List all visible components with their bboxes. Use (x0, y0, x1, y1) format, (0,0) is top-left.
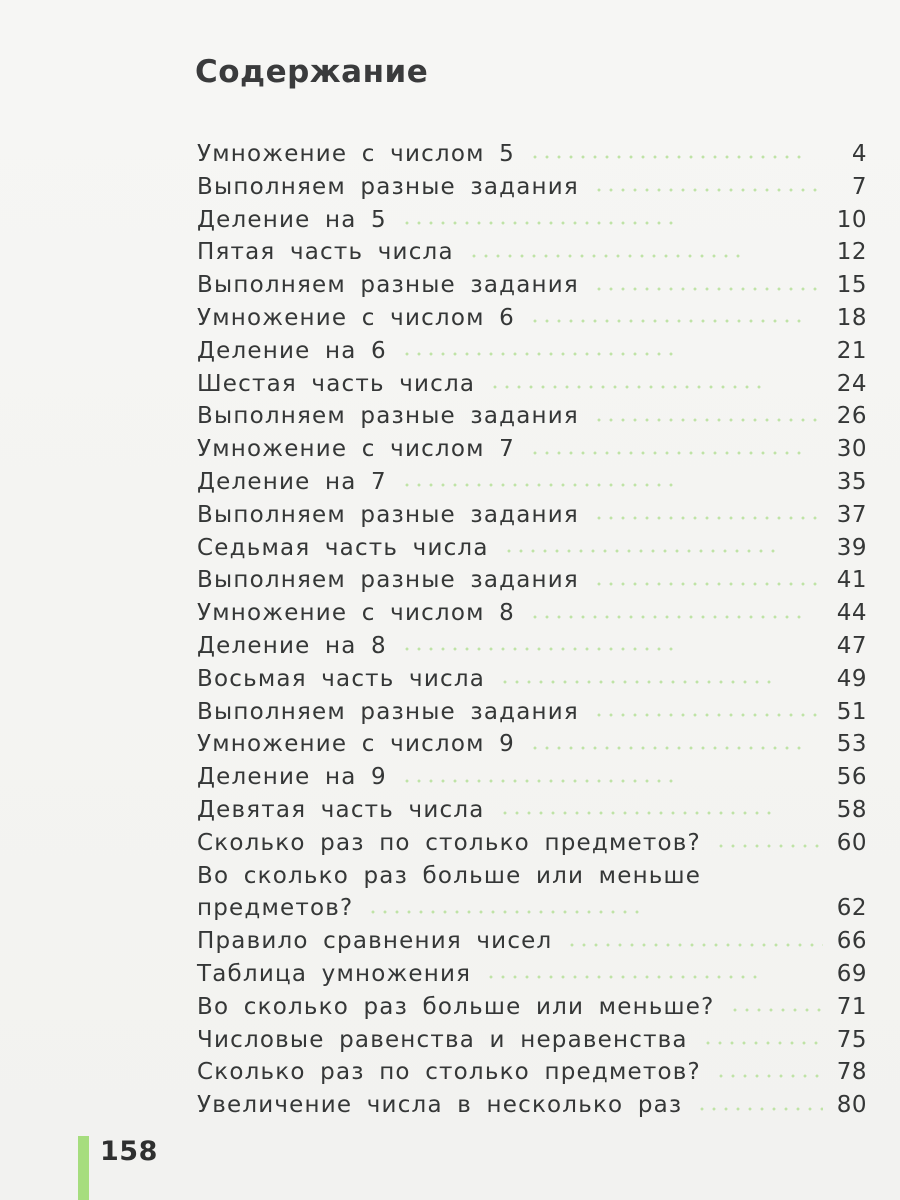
toc-entry-title: Сколько раз по столько предметов? (197, 829, 701, 856)
toc-entry-page: 66 (836, 928, 867, 955)
toc-entry-title: Деление на 7 (197, 468, 387, 495)
toc-entry-page: 51 (836, 698, 867, 725)
dot-leader (468, 251, 748, 261)
toc-entry-page: 41 (836, 567, 867, 594)
toc-entry-page: 7 (851, 173, 867, 200)
page-number: 158 (100, 1136, 158, 1167)
dot-leader (529, 152, 809, 162)
toc-entry (197, 597, 867, 630)
toc-entry-title: Деление на 6 (197, 337, 387, 364)
toc-entry-title: Восьмая часть числа (197, 665, 486, 692)
toc-entry-page: 49 (836, 665, 867, 692)
toc-entry-title: Умножение с числом 6 (197, 304, 515, 331)
toc-entry-page: 10 (836, 206, 867, 233)
page-number-accent-bar (78, 1136, 89, 1200)
toc-entry (197, 827, 867, 860)
toc-entry-page: 60 (836, 829, 867, 856)
toc-entry (197, 499, 867, 532)
toc-entry-page: 47 (836, 632, 867, 659)
toc-entry-title: Выполняем разные задания (197, 173, 579, 200)
toc-entry (197, 663, 867, 696)
toc-entry (197, 171, 867, 204)
toc-entry-page: 78 (836, 1059, 867, 1086)
toc-entry-page: 30 (836, 436, 867, 463)
dot-leader (702, 1038, 823, 1048)
toc-entry-page: 71 (836, 993, 867, 1020)
toc-entry-title: Выполняем разные задания (197, 567, 579, 594)
toc-entry (197, 728, 867, 761)
toc-entry (197, 368, 867, 401)
toc-entry (197, 1056, 867, 1089)
toc-entry (197, 236, 867, 269)
toc-entry-title: Таблица умножения (197, 960, 472, 987)
toc-entry-title: Деление на 8 (197, 632, 387, 659)
toc-entry (197, 1089, 867, 1122)
toc-entry-page: 24 (836, 370, 867, 397)
toc-entry-title: Деление на 5 (197, 206, 387, 233)
toc-entry (197, 630, 867, 663)
toc-entry (197, 204, 867, 237)
dot-leader (529, 316, 809, 326)
dot-leader (715, 841, 823, 851)
dot-leader (529, 612, 809, 622)
toc-entry-title: Сколько раз по столько предметов? (197, 1059, 701, 1086)
toc-entry-title: Выполняем разные задания (197, 698, 579, 725)
dot-leader (529, 743, 809, 753)
toc-entry-page: 12 (836, 239, 867, 266)
dot-leader (499, 677, 779, 687)
dot-leader (696, 1104, 823, 1114)
toc-entry-title: Умножение с числом 9 (197, 731, 515, 758)
toc-entry (197, 1024, 867, 1057)
toc-entry-page: 26 (836, 403, 867, 430)
dot-leader (485, 972, 765, 982)
toc-entry-title: Увеличение числа в несколько раз (197, 1092, 683, 1119)
dot-leader (729, 1005, 823, 1015)
toc-entry-title: Шестая часть числа (197, 370, 476, 397)
toc-entry (197, 302, 867, 335)
dot-leader (593, 415, 823, 425)
toc-entry-page: 35 (836, 468, 867, 495)
toc-entry-page: 58 (836, 796, 867, 823)
dot-leader (529, 448, 809, 458)
toc-entry-title: Выполняем разные задания (197, 403, 579, 430)
dot-leader (593, 579, 823, 589)
toc-entry (197, 794, 867, 827)
dot-leader (401, 644, 681, 654)
toc-entry-page: 56 (836, 764, 867, 791)
toc-entry-page: 37 (836, 501, 867, 528)
dot-leader (593, 185, 823, 195)
dot-leader (593, 284, 823, 294)
dot-leader (401, 480, 681, 490)
table-of-contents (197, 138, 867, 1122)
toc-entry-title: Во сколько раз больше или меньше? (197, 993, 715, 1020)
toc-entry-title: Девятая часть числа (197, 796, 485, 823)
dot-leader (503, 546, 783, 556)
dot-leader (489, 382, 769, 392)
dot-leader (499, 808, 779, 818)
dot-leader (367, 907, 647, 917)
toc-entry-page: 4 (851, 141, 867, 167)
toc-entry (197, 433, 867, 466)
toc-entry (197, 138, 867, 171)
toc-entry-title: Правило сравнения чисел (197, 928, 553, 955)
toc-entry (197, 269, 867, 302)
toc-entry-page: 75 (836, 1026, 867, 1053)
toc-entry-page: 53 (836, 731, 867, 758)
toc-entry-title: Выполняем разные задания (197, 501, 579, 528)
toc-entry-title: Седьмая часть числа (197, 534, 489, 561)
toc-entry (197, 860, 867, 926)
toc-entry (197, 958, 867, 991)
toc-entry-title: Умножение с числом 5 (197, 141, 515, 167)
dot-leader (593, 710, 823, 720)
toc-entry (197, 696, 867, 729)
toc-entry-page: 62 (836, 895, 867, 922)
dot-leader (401, 776, 681, 786)
toc-entry (197, 466, 867, 499)
dot-leader (566, 940, 823, 950)
toc-entry-page: 18 (836, 304, 867, 331)
toc-entry-title: Умножение с числом 8 (197, 600, 515, 627)
toc-entry-title: предметов? (197, 895, 354, 922)
toc-entry-title: Пятая часть числа (197, 239, 454, 266)
toc-entry-title-line: Во сколько раз больше или меньше (197, 862, 702, 889)
toc-entry (197, 532, 867, 565)
toc-entry (197, 564, 867, 597)
toc-entry (197, 400, 867, 433)
toc-entry-title: Умножение с числом 7 (197, 436, 515, 463)
toc-entry-page: 15 (836, 272, 867, 299)
toc-entry-page: 80 (836, 1092, 867, 1119)
toc-entry (197, 925, 867, 958)
toc-entry-title: Числовые равенства и неравенства (197, 1026, 688, 1053)
dot-leader (401, 349, 681, 359)
toc-entry-title: Выполняем разные задания (197, 272, 579, 299)
dot-leader (401, 218, 681, 228)
toc-entry-title: Деление на 9 (197, 764, 387, 791)
toc-entry-page: 21 (836, 337, 867, 364)
dot-leader (715, 1071, 823, 1081)
dot-leader (593, 513, 823, 523)
toc-entry (197, 335, 867, 368)
toc-entry-page: 39 (836, 534, 867, 561)
toc-entry-page: 69 (836, 960, 867, 987)
toc-entry (197, 991, 867, 1024)
contents-heading: Содержание (195, 54, 429, 90)
toc-entry-page: 44 (836, 600, 867, 627)
toc-entry (197, 761, 867, 794)
